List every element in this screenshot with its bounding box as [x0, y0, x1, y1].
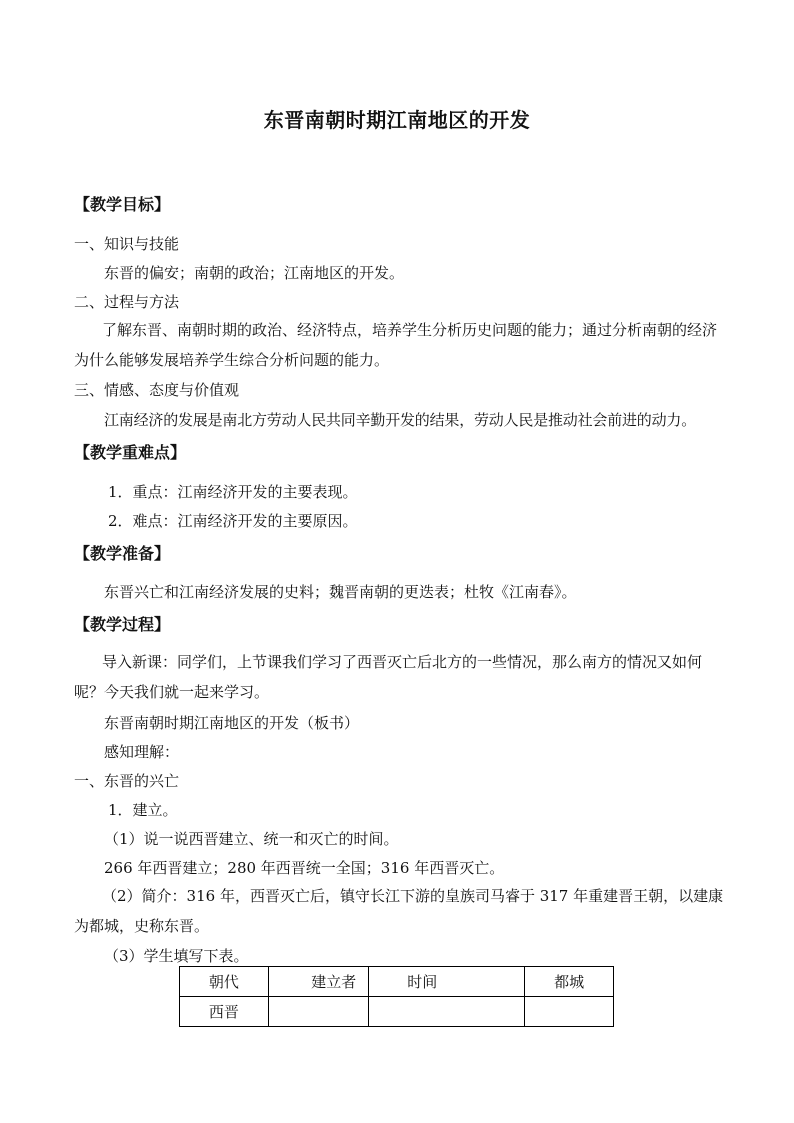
table-row	[180, 997, 614, 1027]
question-2: （2）简介：316 年，西晋灭亡后，镇守长江下游的皇族司马睿于 317 年重建晋王朝，以建康为都城，史称东晋。	[74, 887, 724, 935]
objectives-heading: 【教学目标】	[74, 195, 171, 214]
process-text: 了解东晋、南朝时期的政治、经济特点，培养学生分析历史问题的能力；通过分析南朝的经济为什么能够发展培养学生综合分析问题的能力。	[74, 321, 718, 369]
knowledge-label: 一、知识与技能	[74, 235, 180, 253]
emotion-label: 三、情感、态度与价值观	[74, 381, 240, 399]
process-label: 二、过程与方法	[74, 293, 180, 311]
table-header-cell: 都城	[525, 967, 614, 997]
table-cell[interactable]	[369, 997, 525, 1027]
key-point-2: 2．难点：江南经济开发的主要原因。	[108, 512, 358, 530]
table-cell[interactable]	[268, 997, 369, 1027]
table-cell: 西晋	[180, 997, 269, 1027]
table-cell[interactable]	[525, 997, 614, 1027]
perceive-text: 感知理解：	[104, 743, 180, 761]
table-header-row	[180, 967, 614, 997]
key-point-1: 1．重点：江南经济开发的主要表现。	[108, 483, 358, 501]
process-heading: 【教学过程】	[74, 615, 171, 634]
table-header-cell: 朝代	[180, 967, 269, 997]
preparation-heading: 【教学准备】	[74, 544, 171, 563]
fill-in-table	[179, 966, 614, 1027]
emotion-text: 江南经济的发展是南北方劳动人民共同辛勤开发的结果，劳动人民是推动社会前进的动力。	[104, 411, 697, 429]
key-points-heading: 【教学重难点】	[74, 443, 187, 462]
knowledge-text: 东晋的偏安；南朝的政治；江南地区的开发。	[104, 264, 405, 282]
document-title: 东晋南朝时期江南地区的开发	[263, 108, 531, 132]
answer-1: 266 年西晋建立；280 年西晋统一全国；316 年西晋灭亡。	[104, 859, 505, 877]
table-header-cell: 时间	[369, 967, 525, 997]
preparation-text: 东晋兴亡和江南经济发展的史料；魏晋南朝的更迭表；杜牧《江南春》。	[104, 583, 577, 601]
question-1: （1）说一说西晋建立、统一和灭亡的时间。	[104, 830, 399, 848]
intro-text: 导入新课：同学们，上节课我们学习了西晋灭亡后北方的一些情况，那么南方的情况又如何呢？今天我们就一起来学习。	[74, 653, 703, 701]
item1-text: 1．建立。	[108, 801, 178, 819]
board-text: 东晋南朝时期江南地区的开发（板书）	[104, 714, 360, 732]
question-3: （3）学生填写下表。	[104, 947, 249, 965]
part1-heading: 一、东晋的兴亡	[74, 772, 180, 790]
table-header-cell: 建立者	[268, 967, 369, 997]
